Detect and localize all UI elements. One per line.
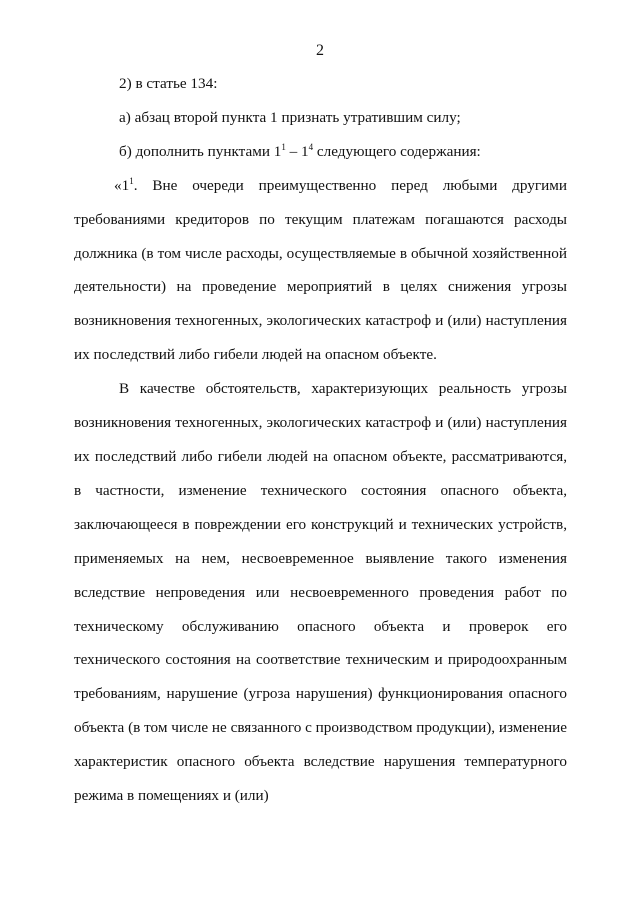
clause-1-1-open: «1 xyxy=(114,176,130,194)
item-2b xyxy=(74,135,567,169)
item-2b-mid: – 1 xyxy=(285,142,309,160)
item-2a: а) абзац второй пункта 1 признать утратившим силу; xyxy=(119,108,461,126)
item-2b-before: б) дополнить пунктами 1 xyxy=(119,142,282,160)
paragraph-2: В качестве обстоятельств, характеризующих реальность угрозы возникновения техногенных, экологических катастроф и (или) наступления их последствий либо гибели людей на опасном объекте, рассматриваются, в частности, изменение технического состояния опасного объекта, заключающееся в повреждении его конструкций и технических устройств, применяемых на нем, несвоевременное выявление такого изменения вследствие непроведения или несвоевременного проведения работ по техническому обслуживанию опасного объекта и проверок его технического состояния на соответствие техническим и природоохранным требованиям, нарушение (угроза нарушения) функционирования опасного объекта (в том числе не связанного с производством продукции), изменение характеристик опасного объекта вследствие нарушения температурного режима в помещениях и (или) xyxy=(74,380,567,805)
item-2b-after: следующего содержания: xyxy=(313,142,481,160)
item-2: 2) в статье 134: xyxy=(119,75,218,92)
clause-1-1-sup: 1 xyxy=(129,175,134,186)
document-body xyxy=(74,67,567,813)
clause-1-1-text: . Вне очереди преимущественно перед любыми другими требованиями кредиторов по текущим платежам погашаются расходы должника (в том числе расходы, осуществляемые в обычной хозяйственной деятельности) на проведение мероприятий в целях снижения угрозы возникновения техногенных, экологических катастроф и (или) наступления их последствий либо гибели людей на опасном объекте. xyxy=(74,176,567,364)
item-2b-sup1: 1 xyxy=(281,141,286,152)
item-2b-sup2: 4 xyxy=(308,141,314,152)
page-number: 2 xyxy=(316,42,324,59)
clause-1-1 xyxy=(74,169,567,372)
